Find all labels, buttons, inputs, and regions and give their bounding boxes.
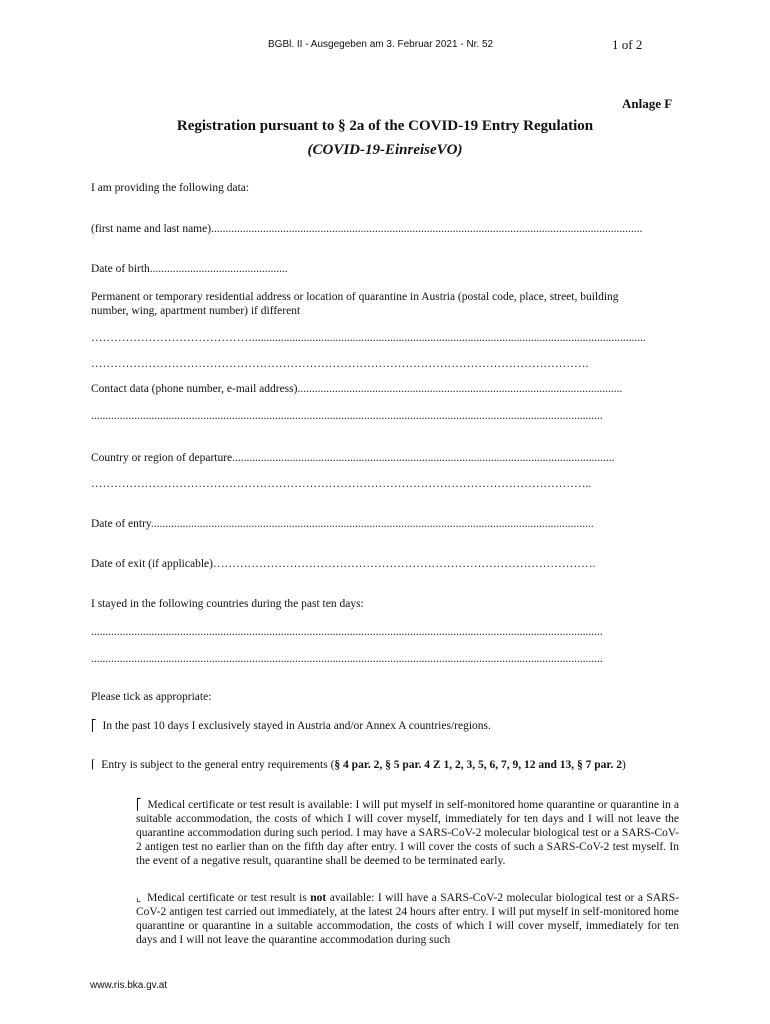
address-line-1[interactable]: ……………………………………......................................................................................................................................... [91,332,646,344]
sub-option-not: not [310,892,327,904]
countries-line-2[interactable]: .................................................................................................................................................................................. [91,653,603,665]
form-title: Registration pursuant to § 2a of the COVID-19 Entry Regulation [176,118,594,134]
entry-date-field[interactable]: Date of entry.......................................................................................................................................................... [91,518,594,530]
sub-option-text-b: available: I will have a SARS-CoV-2 molecular biological test or a SARS-CoV-2 antigen test carried out immediately, at the latest 24 hours after entry. I will put myself in self-monitored home quarantine or quarantine in a suitable accommodation, the costs of which I will cover myself, immediately for ten days and I will not leave the quarantine accommodation during such [136,892,679,946]
exit-date-field[interactable]: Date of exit (if applicable)………………………………………………………………………………………. [91,558,596,570]
footer-url: www.ris.bka.gv.at [90,980,168,991]
tick-heading: Please tick as appropriate: [91,691,212,703]
sub-option-text-a: Medical certificate or test result is [147,892,307,904]
sub-option-certificate-not-available[interactable] [136,891,679,947]
sub-option-certificate-available-text: Medical certificate or test result is available: I will put myself in self-monitored home quarantine or quarantine in a suitable accommodation, the costs of which I will cover myself, immediately for ten days and I will not leave the quarantine accommodation during such period. I may have a SARS-CoV-2 molecular biological test or a SARS-CoV-2 antigen test no earlier than on the fifth day after entry. I will cover the costs of such a SARS-CoV-2 test myself. In the event of a negative result, quarantine shall be deemed to be terminated early. [136,799,679,867]
contact-field[interactable]: Contact data (phone number, e-mail address)................................................................................................................. [91,383,623,395]
annex-label: Anlage F [622,96,673,111]
option-austria-only[interactable] [91,719,491,732]
checkbox-icon[interactable]: ⎡ [91,720,97,732]
countries-line-1[interactable]: .................................................................................................................................................................................. [91,626,603,638]
address-label: Permanent or temporary residential address or location of quarantine in Austria (postal code, place, street, building number, wing, apartment number) if different [91,291,619,317]
option-general-entry-end: ) [621,759,626,771]
name-field[interactable]: (first name and last name)...................................................................................................................................................... [91,223,643,235]
page-number: 1 of 2 [612,37,643,52]
departure-line[interactable]: ………………………………………………………………………………………………………………….. [91,478,592,490]
address-line-2[interactable]: …………………………………………………………………………………………………………………. [91,358,589,370]
option-general-entry[interactable] [91,758,679,772]
option-general-entry-text: Entry is subject to the general entry requirements ( [101,759,335,771]
dob-field[interactable]: Date of birth................................................ [91,263,288,275]
option-austria-only-text: In the past 10 days I exclusively stayed in Austria and/or Annex A countries/regions. [102,720,491,732]
sub-option-certificate-available[interactable] [136,798,679,868]
contact-line[interactable]: .................................................................................................................................................................................. [91,410,603,422]
checkbox-icon[interactable]: ⌈ [91,759,96,771]
countries-label: I stayed in the following countries during the past ten days: [91,598,364,610]
checkbox-icon[interactable]: ⎡ [136,799,142,811]
option-general-entry-legal-refs: § 4 par. 2, § 5 par. 4 Z 1, 2, 3, 5, 6, 7, 9, 12 and 13, § 7 par. 2 [334,759,622,771]
form-subtitle: (COVID-19-EinreiseVO) [307,142,463,158]
departure-field[interactable]: Country or region of departure..................................................................................................................................... [91,452,615,464]
gazette-header: BGBl. II - Ausgegeben am 3. Februar 2021 - Nr. 52 [268,39,494,50]
checkbox-icon[interactable]: ⌞ [136,892,142,904]
intro-text: I am providing the following data: [91,182,250,194]
